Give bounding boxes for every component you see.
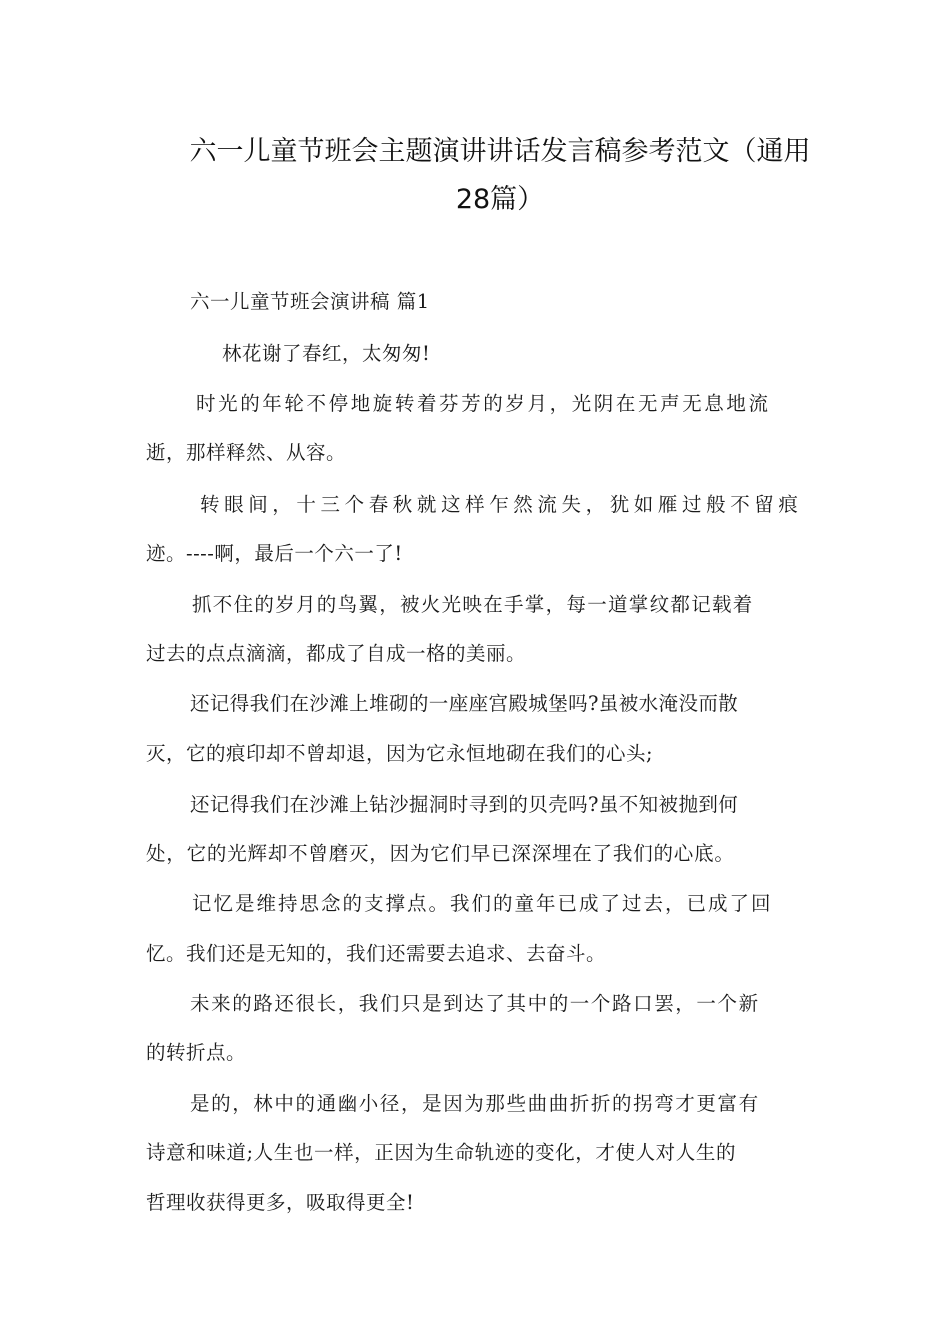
paragraph-line: 迹。----啊，最后一个六一了! — [146, 542, 403, 565]
paragraph-line: 处，它的光辉却不曾磨灭，因为它们早已深深埋在了我们的心底。 — [146, 842, 735, 865]
paragraph-line: 逝，那样释然、从容。 — [146, 441, 347, 464]
paragraph-line: 转眼间，十三个春秋就这样乍然流失，犹如雁过般不留痕 — [200, 493, 803, 516]
paragraph-line: 林花谢了春红，太匆匆! — [222, 342, 431, 365]
paragraph-line: 还记得我们在沙滩上钻沙掘洞时寻到的贝壳吗?虽不知被抛到何 — [190, 793, 739, 816]
paragraph-line: 还记得我们在沙滩上堆砌的一座座宫殿城堡吗?虽被水淹没而散 — [190, 692, 739, 715]
paragraph-line: 忆。我们还是无知的，我们还需要去追求、去奋斗。 — [146, 942, 607, 965]
section-heading: 六一儿童节班会演讲稿 篇1 — [190, 290, 430, 313]
paragraph-line: 诗意和味道;人生也一样，正因为生命轨迹的变化，才使人对人生的 — [146, 1141, 737, 1164]
document-title-line1: 六一儿童节班会主题演讲讲话发言稿参考范文（通用 — [189, 136, 811, 167]
paragraph-line: 未来的路还很长，我们只是到达了其中的一个路口罢，一个新 — [190, 992, 760, 1015]
paragraph-line: 记忆是维持思念的支撑点。我们的童年已成了过去，已成了回 — [192, 892, 773, 915]
paragraph-line: 的转折点。 — [146, 1041, 247, 1064]
paragraph-line: 哲理收获得更多，吸取得更全! — [146, 1191, 415, 1214]
paragraph-line: 灭，它的痕印却不曾却退，因为它永恒地砌在我们的心头; — [146, 742, 654, 765]
paragraph-line: 是的，林中的通幽小径，是因为那些曲曲折折的拐弯才更富有 — [190, 1092, 760, 1115]
paragraph-line: 抓不住的岁月的鸟翼，被火光映在手掌，每一道掌纹都记载着 — [192, 593, 754, 616]
paragraph-line: 过去的点点滴滴，都成了自成一格的美丽。 — [146, 642, 527, 665]
paragraph-line: 时光的年轮不停地旋转着芬芳的岁月，光阴在无声无息地流 — [196, 392, 771, 415]
document-title-line2: 28篇） — [455, 184, 545, 215]
